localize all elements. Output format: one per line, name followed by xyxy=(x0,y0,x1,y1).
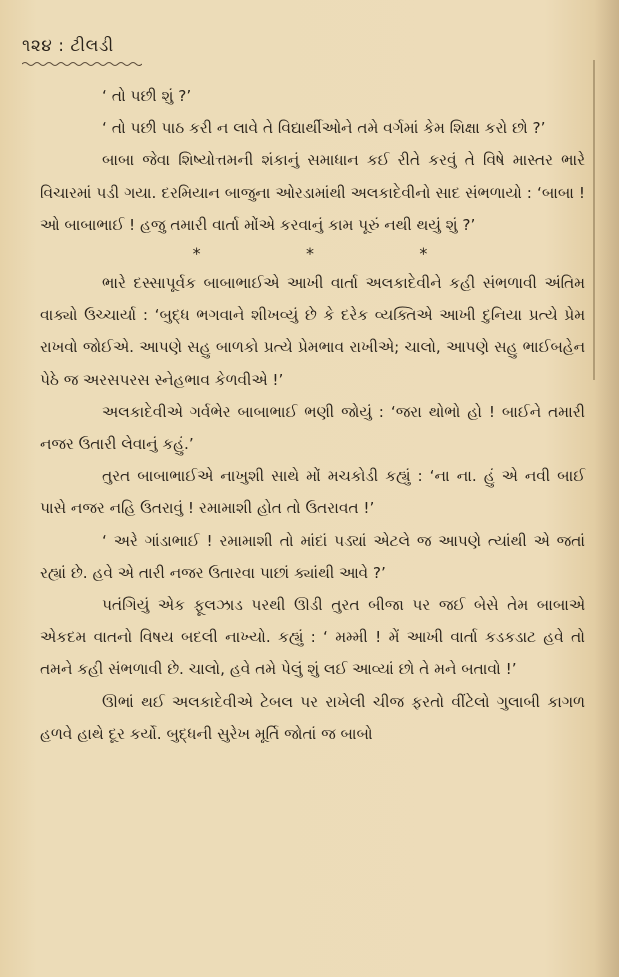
paragraph: પતંગિયું એક ફૂલઝાડ પરથી ઊડી તુરત બીજા પર જઈ બેસે તેમ બાબાએ એકદમ વાતનો વિષય બદલી નાખ્યો. કહ્યું : ‘ મમ્મી ! મેં આખી વાર્તા કડકડાટ હવે તો તમને કહી સંભળાવી છે. ચાલો, હવે તમે પેલું શું લઈ આવ્યાં છો તે મને બતાવો !’ xyxy=(40,596,585,679)
paragraph: ‘ તો પછી શું ?’ xyxy=(102,87,192,105)
page-edge-mark xyxy=(593,60,595,380)
paragraph: અલકાદેવીએ ગર્વભેર બાબાભાઈ ભણી જોયું : ‘જરા થોભો હો ! બાઈને તમારી નજર ઉતારી લેવાનું કહું.’ xyxy=(40,402,585,454)
page-header xyxy=(22,36,114,56)
header-underline-ornament xyxy=(22,60,142,68)
page-number: ૧૨૪ xyxy=(22,36,53,56)
section-break-star: * xyxy=(305,244,314,264)
header-separator: : xyxy=(58,36,65,56)
section-break-star: * xyxy=(419,244,428,264)
chapter-title: ટીલડી xyxy=(70,36,114,56)
paragraph: ‘ અરે ગાંડાભાઈ ! રમામાશી તો માંદાં પડ્યાં એટલે જ આપણે ત્યાંથી એ જતાં રહ્યાં છે. હવે એ તારી નજર ઉતારવા પાછાં ક્યાંથી આવે ?’ xyxy=(40,531,585,582)
paragraph: ‘ તો પછી પાઠ કરી ન લાવે તે વિદ્યાર્થીઓને તમે વર્ગમાં કેમ શિક્ષા કરો છો ?’ xyxy=(102,119,546,138)
paragraph: ભારે દસ્સાપૂર્વક બાબાભાઈએ આખી વાર્તા અલકાદેવીને કહી સંભળાવી અંતિમ વાક્યો ઉચ્ચાર્યા : ‘બુદ્ધ ભગવાને શીખવ્યું છે કે દરેક વ્યક્તિએ આખી દુનિયા પ્રત્યે પ્રેમ રાખવો જોઈએ. આપણે સહુ બાળકો પ્રત્યે પ્રેમભાવ રાખીએ; ચાલો, આપણે સહુ ભાઈબહેન પેઠે જ અરસપરસ સ્નેહભાવ કેળવીએ !’ xyxy=(40,274,585,389)
paragraph: બાબા જેવા શિષ્યોત્તમની શંકાનું સમાધાન કઈ રીતે કરવું તે વિષે માસ્તર ભારે વિચારમાં પડી ગયા. દરમિયાન બાજુના ઓરડામાંથી અલકાદેવીનો સાદ સંભળાયો : ‘બાબા ! ઓ બાબાભાઈ ! હજુ તમારી વાર્તા મોંએ કરવાનું કામ પૂરું નથી થયું શું ?’ xyxy=(40,151,585,234)
section-break-star: * xyxy=(192,244,201,264)
section-break xyxy=(140,241,480,267)
paragraph: તુરત બાબાભાઈએ નાખુશી સાથે મોં મચકોડી કહ્યું : ‘ના ના. હું એ નવી બાઈ પાસે નજર નહિ ઉતરાવું ! રમામાશી હોત તો ઉતરાવત !’ xyxy=(40,467,585,518)
paragraph: ઊભાં થઈ અલકાદેવીએ ટેબલ પર રાખેલી ચીજ ફરતો વીંટેલો ગુલાબી કાગળ હળવે હાથે દૂર કર્યો. બુદ્ધની સુરેખ મૂર્તિ જોતાં જ બાબો xyxy=(40,692,585,743)
body-text xyxy=(40,80,585,750)
